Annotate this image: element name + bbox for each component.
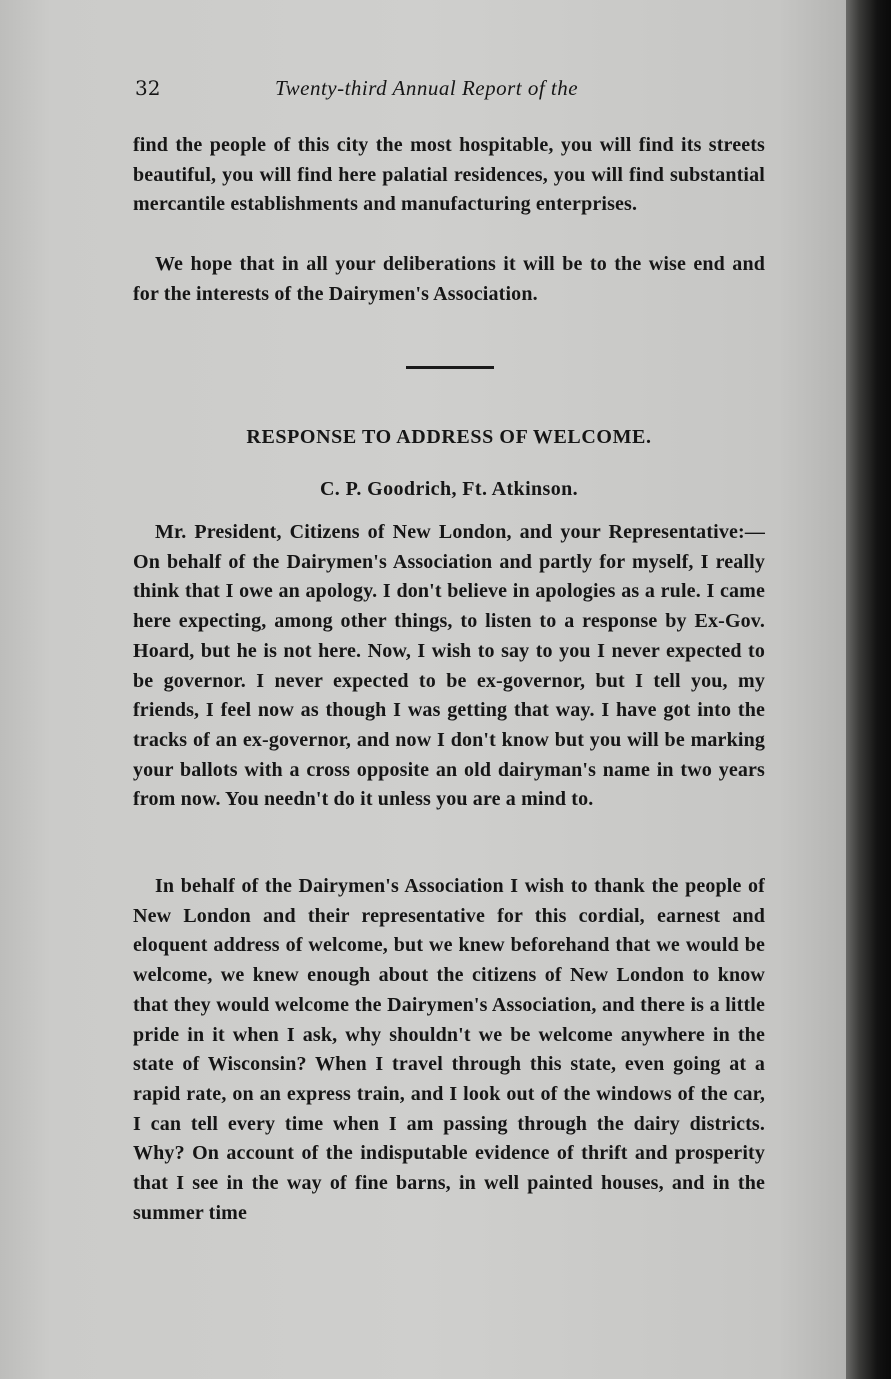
paragraph-continuation: find the people of this city the most hospitable, you will find its streets beautiful, you will find here palatial residences, you will find substantial mercantile establishments and manufacturing enterprises. [133,134,765,216]
page-header [135,76,765,112]
section-author: C. P. Goodrich, Ft. Atkinson. [319,478,579,500]
section-divider [406,366,494,369]
section-title: RESPONSE TO ADDRESS OF WELCOME. [246,426,652,448]
page-number: 32 [135,76,161,100]
response-paragraph-2: In behalf of the Dairymen's Association I wish to thank the people of New London and their representative for this cordial, earnest and eloquent address of welcome, but we knew beforehand that we would be welcome, we knew enough about the citizens of New London to know that they would welcome the Dairymen's Association, and there is a little pride in it when I ask, why shouldn't we be welcome anywhere in the state of Wisconsin? When I travel through this state, even going at a rapid rate, on an express train, and I look out of the windows of the car, I can tell every time when I am passing through the dairy districts. Why? On account of the indisputable evidence of thrift and prosperity that I see in the way of fine barns, in well painted houses, and in the summer time [133,875,765,1224]
paragraph-closing: We hope that in all your deliberations it will be to the wise end and for the interests of the Dairymen's Association. [133,253,765,305]
response-paragraph-1: Mr. President, Citizens of New London, and your Representative:—On behalf of the Dairymen's Association and partly for myself, I really think that I owe an apology. I don't believe in apologies as a rule. I came here expecting, among other things, to listen to a response by Ex-Gov. Hoard, but he is not here. Now, I wish to say to you I never expected to be governor. I never expected to be ex-governor, but I tell you, my friends, I feel now as though I was getting that way. I have got into the tracks of an ex-governor, and now I don't know but you will be marking your ballots with a cross opposite an old dairyman's name in two years from now. You needn't do it unless you are a mind to. [133,521,765,811]
running-head: Twenty-third Annual Report of the [275,76,579,100]
book-spine-shadow [846,0,891,1379]
